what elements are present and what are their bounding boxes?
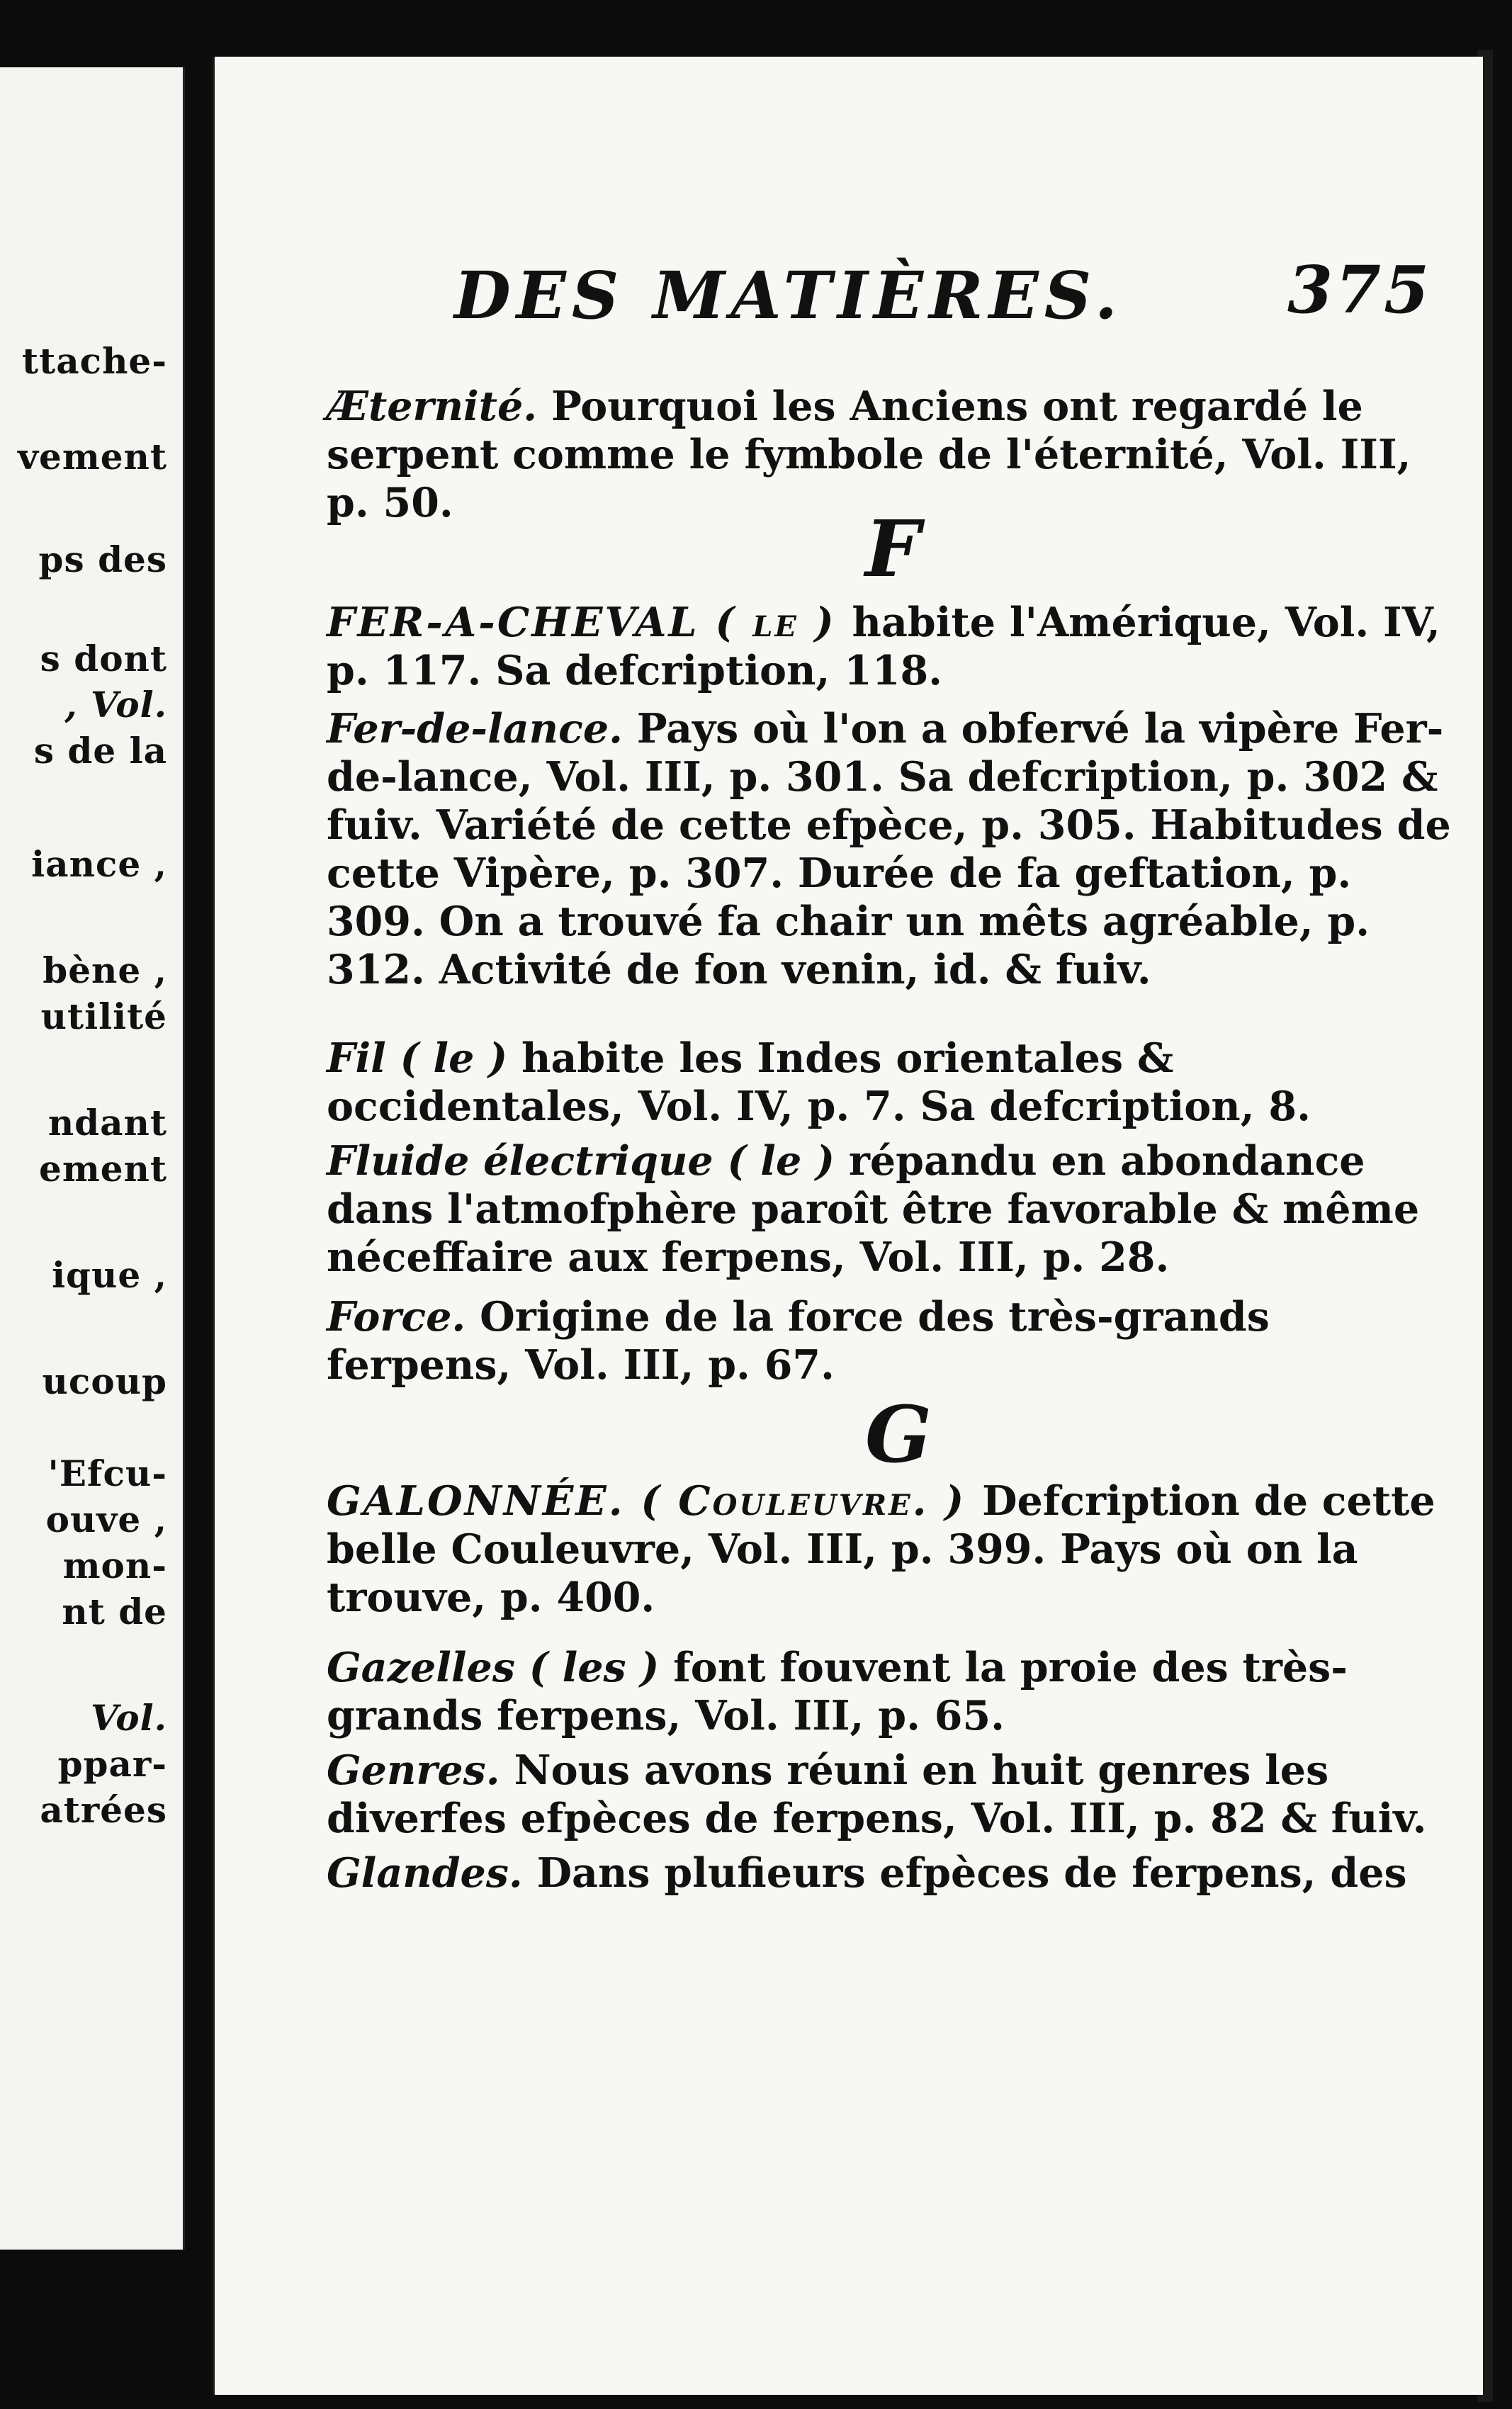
entry-text: répandu en abondance dans l'atmofphère paroît être favorable & même néceffaire aux ferpens, Vol. III, p. 28. xyxy=(327,1137,1420,1281)
left-line: bène , xyxy=(43,949,167,991)
left-line: ique , xyxy=(52,1254,167,1296)
section-letter-f: F xyxy=(865,503,921,594)
left-line: ps des xyxy=(38,538,167,580)
left-line: iance , xyxy=(31,843,167,885)
index-page xyxy=(213,57,1483,2395)
left-line: vement xyxy=(17,436,167,478)
left-line: ndant xyxy=(47,1102,167,1144)
entry-headword: Force. xyxy=(327,1293,480,1341)
page-number: 375 xyxy=(1287,252,1432,328)
left-line: 'Efcu- xyxy=(47,1452,167,1494)
index-entry-fil xyxy=(327,1034,1453,1131)
index-entry-glandes xyxy=(327,1849,1453,1897)
left-line: ucoup xyxy=(42,1360,167,1402)
running-header xyxy=(327,252,1432,351)
index-entry-fer-a-cheval xyxy=(327,599,1453,695)
entry-headword: FER-A-CHEVAL ( le ) xyxy=(327,599,852,646)
left-line: ement xyxy=(39,1148,167,1190)
entry-text: habite l'Amérique, Vol. IV, p. 117. Sa defcription, 118. xyxy=(327,599,1440,694)
entry-text: font fouvent la proie des très-grands ferpens, Vol. III, p. 65. xyxy=(327,1644,1348,1739)
left-line: ppar- xyxy=(57,1743,167,1785)
left-line: mon- xyxy=(62,1545,167,1586)
entry-text: Pays où l'on a obfervé la vipère Fer-de-lance, Vol. III, p. 301. Sa defcription, p. 302 & fuiv. Variété de cette efpèce, p. 305. Habitudes de cette Vipère, p. 307. Durée de fa geftation, p. 309. On a trouvé fa chair un mêts agréable, p. 312. Activité de fon venin, id. & fuiv. xyxy=(327,705,1451,993)
entry-text: Dans plufieurs efpèces de ferpens, des xyxy=(536,1849,1407,1897)
index-entry-fluide-electrique xyxy=(327,1137,1453,1282)
left-line: Vol. xyxy=(91,1697,167,1739)
entry-headword: GALONNÉE. ( Couleuvre. ) xyxy=(327,1477,983,1525)
left-line: ouve , xyxy=(45,1499,167,1540)
entry-headword: Fer-de-lance. xyxy=(327,705,637,752)
left-line: s dont xyxy=(40,638,167,679)
entry-text: habite les Indes orientales & occidentales, Vol. IV, p. 7. Sa defcription, 8. xyxy=(327,1034,1311,1130)
entry-text: Defcription de cette belle Couleuvre, Vol. III, p. 399. Pays où on la trouve, p. 400. xyxy=(327,1477,1435,1621)
entry-text: Pourquoi les Anciens ont regardé le serpent comme le fymbole de l'éternité, Vol. III, p. 50. xyxy=(327,383,1411,526)
entry-text: Nous avons réuni en huit genres les diverfes efpèces de ferpens, Vol. III, p. 82 & fuiv. xyxy=(327,1747,1427,1842)
left-line: nt de xyxy=(62,1591,167,1632)
left-line: atrées xyxy=(40,1789,167,1831)
entry-headword: Glandes. xyxy=(327,1849,537,1897)
index-entry-galonnee xyxy=(327,1477,1453,1622)
entry-headword: Fluide électrique ( le ) xyxy=(327,1137,849,1185)
entry-headword: Gazelles ( les ) xyxy=(327,1644,674,1691)
entry-headword: Æternité. xyxy=(327,383,551,430)
left-line: s de la xyxy=(33,730,167,772)
section-letter-g: G xyxy=(865,1389,932,1480)
index-entry-fer-de-lance xyxy=(327,705,1453,994)
index-entry-force xyxy=(327,1293,1453,1389)
entry-text: Origine de la force des très-grands ferpens, Vol. III, p. 67. xyxy=(327,1293,1270,1389)
header-title: DES MATIÈRES. xyxy=(454,257,1123,334)
entry-headword: Genres. xyxy=(327,1747,514,1794)
index-entry-gazelles xyxy=(327,1644,1453,1740)
index-entry-genres xyxy=(327,1747,1453,1843)
entry-headword: Fil ( le ) xyxy=(327,1034,522,1082)
left-line: ttache- xyxy=(22,340,167,382)
left-line: , Vol. xyxy=(64,684,167,726)
left-line: utilité xyxy=(40,995,167,1037)
previous-page-fragment xyxy=(0,67,185,2250)
